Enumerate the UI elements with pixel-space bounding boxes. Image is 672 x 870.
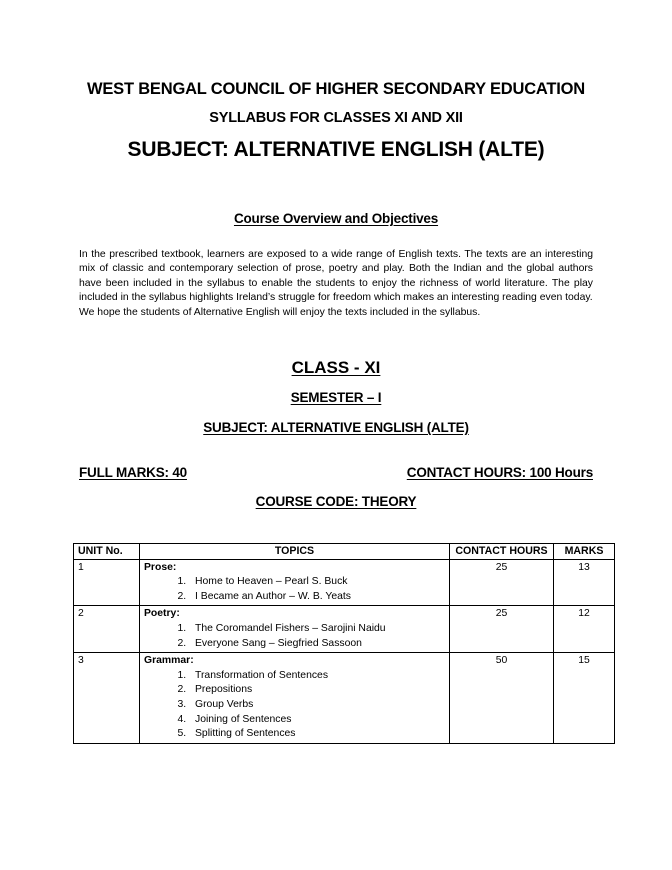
topics-cell xyxy=(140,559,450,606)
overview-text xyxy=(79,248,593,320)
unit-cell: 1 xyxy=(74,559,140,606)
unit-cell: 2 xyxy=(74,606,140,653)
marks-cell: 15 xyxy=(554,653,615,744)
contact-hours: CONTACT HOURS: 100 Hours xyxy=(406,465,593,480)
topic-item: 1. The Coromandel Fishers – Sarojini Naidu xyxy=(189,622,445,637)
hours-cell: 50 xyxy=(450,653,554,744)
topic-category: Grammar: xyxy=(144,655,194,667)
topics-cell xyxy=(140,653,450,744)
hours-cell: 25 xyxy=(450,606,554,653)
topics-cell xyxy=(140,606,450,653)
syllabus-title: SYLLABUS FOR CLASSES XI AND XII xyxy=(209,110,463,126)
header-contact-hours: CONTACT HOURS xyxy=(450,544,554,560)
overview-heading: Course Overview and Objectives xyxy=(233,211,439,226)
topic-item: 2. Everyone Sang – Siegfried Sassoon xyxy=(189,637,445,652)
full-marks: FULL MARKS: 40 xyxy=(79,465,187,480)
topic-item: 3. Group Verbs xyxy=(189,698,445,713)
topic-item: 5. Splitting of Sentences xyxy=(189,727,445,742)
table-row xyxy=(74,653,615,744)
syllabus-table xyxy=(73,543,615,744)
course-code: COURSE CODE: THEORY xyxy=(255,494,417,509)
unit-cell: 3 xyxy=(74,653,140,744)
marks-cell: 12 xyxy=(554,606,615,653)
header-unit: UNIT No. xyxy=(74,544,140,560)
topic-item: 4. Joining of Sentences xyxy=(189,713,445,728)
header-marks: MARKS xyxy=(554,544,615,560)
marks-cell: 13 xyxy=(554,559,615,606)
hours-cell: 25 xyxy=(450,559,554,606)
topic-item: 1. Transformation of Sentences xyxy=(189,669,445,684)
overview-closing: We hope the students of Alternative English will enjoy the texts included in the syllabus. xyxy=(79,306,481,318)
header-topics: TOPICS xyxy=(140,544,450,560)
class-subject-title: SUBJECT: ALTERNATIVE ENGLISH (ALTE) xyxy=(203,420,469,435)
table-header-row xyxy=(74,544,615,560)
table-row xyxy=(74,559,615,606)
council-title: WEST BENGAL COUNCIL OF HIGHER SECONDARY EDUCATION xyxy=(86,80,586,98)
topic-item: 2. I Became an Author – W. B. Yeats xyxy=(189,590,445,605)
topic-category: Poetry: xyxy=(144,608,180,620)
overview-paragraph: In the prescribed textbook, learners are exposed to a wide range of English texts. The texts are an interesting mix of classic and contemporary selection of prose, poetry and play. Both the Indian and the global authors have been included in the syllabus to enable the students to enjoy the richness of world literature. The play included in the syllabus highlights Ireland’s struggle for freedom which makes an interesting reading even today. xyxy=(79,249,593,304)
class-title: CLASS - XI xyxy=(291,358,381,377)
semester-title: SEMESTER – I xyxy=(290,390,382,405)
topic-item: 1. Home to Heaven – Pearl S. Buck xyxy=(189,575,445,590)
subject-title: SUBJECT: ALTERNATIVE ENGLISH (ALTE) xyxy=(127,138,545,161)
table-row xyxy=(74,606,615,653)
topic-item: 2. Prepositions xyxy=(189,683,445,698)
topic-category: Prose: xyxy=(144,561,177,573)
